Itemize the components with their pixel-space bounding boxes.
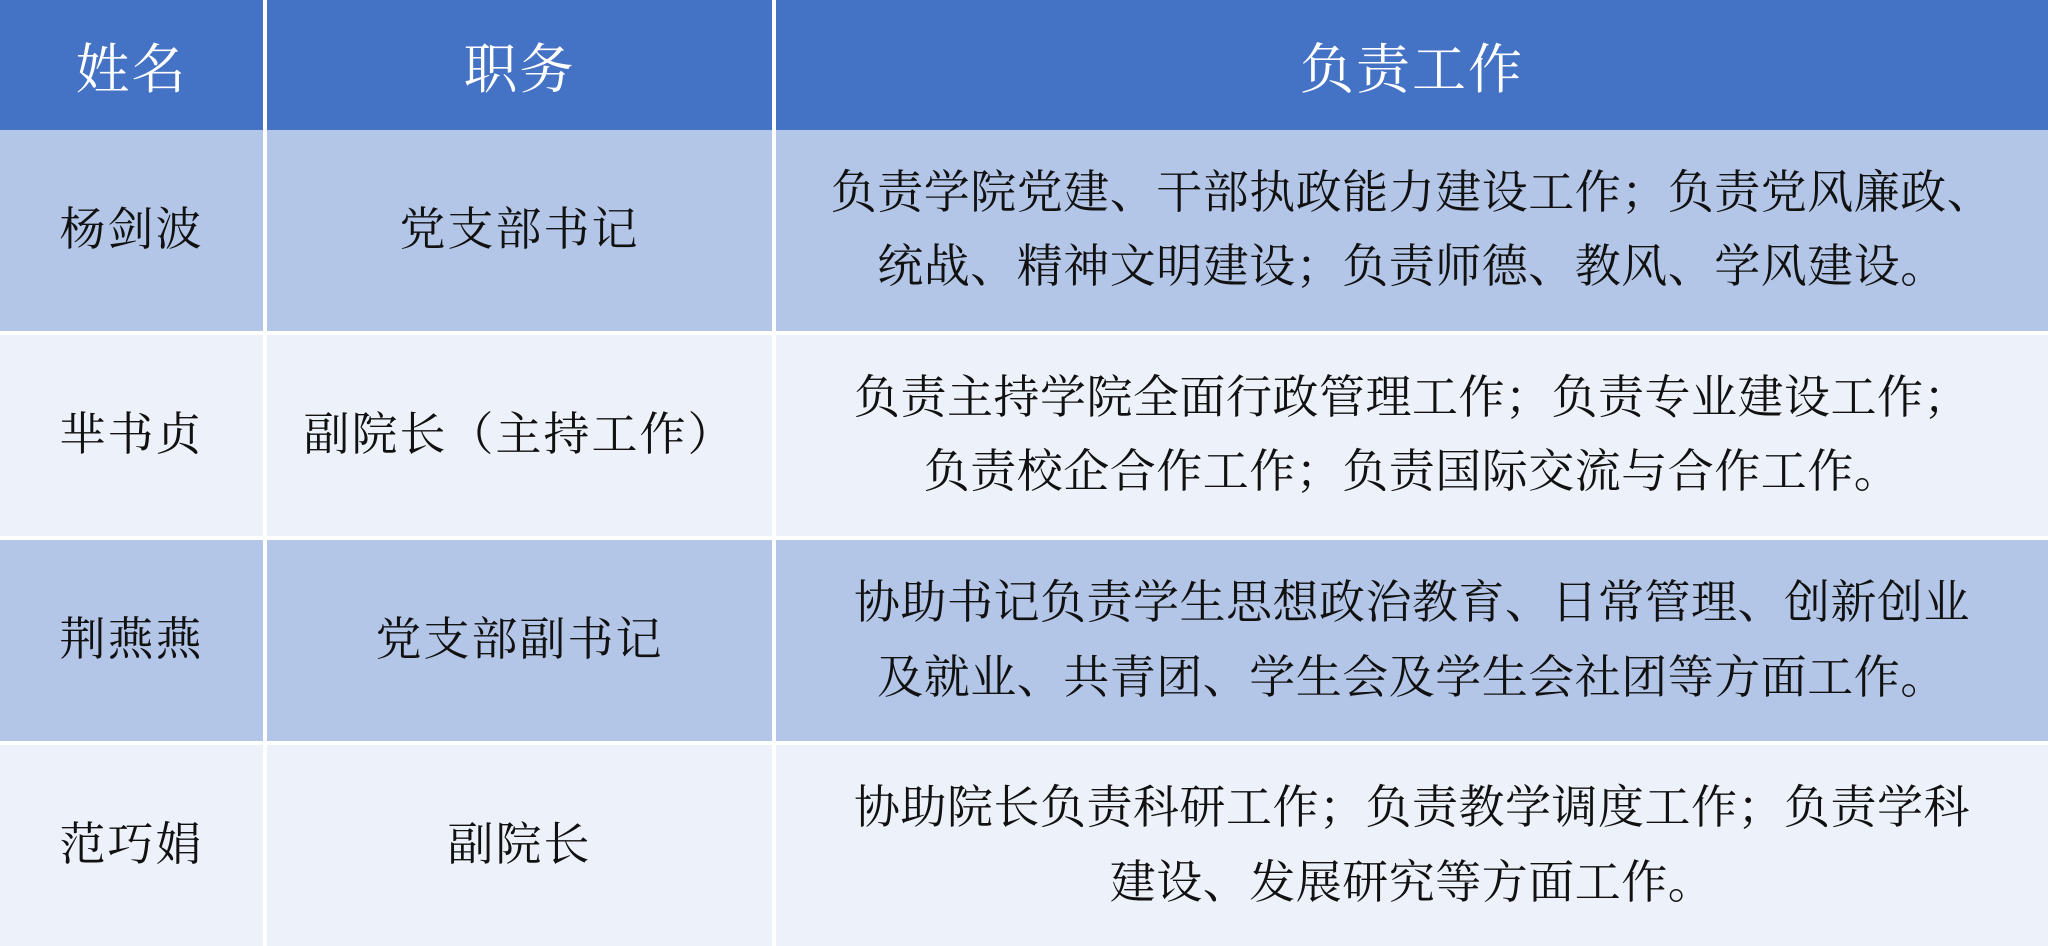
cell-duty [774,333,2048,538]
cell-name: 杨剑波 [0,130,265,333]
cell-name: 荆燕燕 [0,538,265,743]
cell-title: 党支部书记 [265,130,774,333]
table-row [0,743,2048,946]
cell-name: 范巧娟 [0,743,265,946]
cell-duty [774,743,2048,946]
duty-line: 及就业、共青团、学生会及学生会社团等方面工作。 [877,651,1947,703]
duty-line: 协助院长负责科研工作；负责教学调度工作；负责学科 [854,782,1970,834]
cell-name: 芈书贞 [0,333,265,538]
duty-line: 协助书记负责学生思想政治教育、日常管理、创新创业 [854,577,1970,629]
cell-title: 副院长 [265,743,774,946]
cell-duty [774,130,2048,333]
duty-line: 负责主持学院全面行政管理工作；负责专业建设工作； [854,371,1970,423]
column-header-duty: 负责工作 [774,0,2048,130]
cell-title: 副院长（主持工作） [265,333,774,538]
duty-line: 负责校企合作工作；负责国际交流与合作工作。 [923,446,1901,498]
duty-line: 统战、精神文明建设；负责师德、教风、学风建设。 [877,241,1947,293]
table-body [0,130,2048,946]
table-header [0,0,2048,130]
column-header-title: 职务 [265,0,774,130]
table-header-row [0,0,2048,130]
table-row [0,333,2048,538]
table-row [0,130,2048,333]
duty-line: 建设、发展研究等方面工作。 [1109,856,1715,908]
cell-title: 党支部副书记 [265,538,774,743]
cell-duty [774,538,2048,743]
table-row [0,538,2048,743]
column-header-name: 姓名 [0,0,265,130]
duty-line: 负责学院党建、干部执政能力建设工作；负责党风廉政、 [830,166,1994,218]
